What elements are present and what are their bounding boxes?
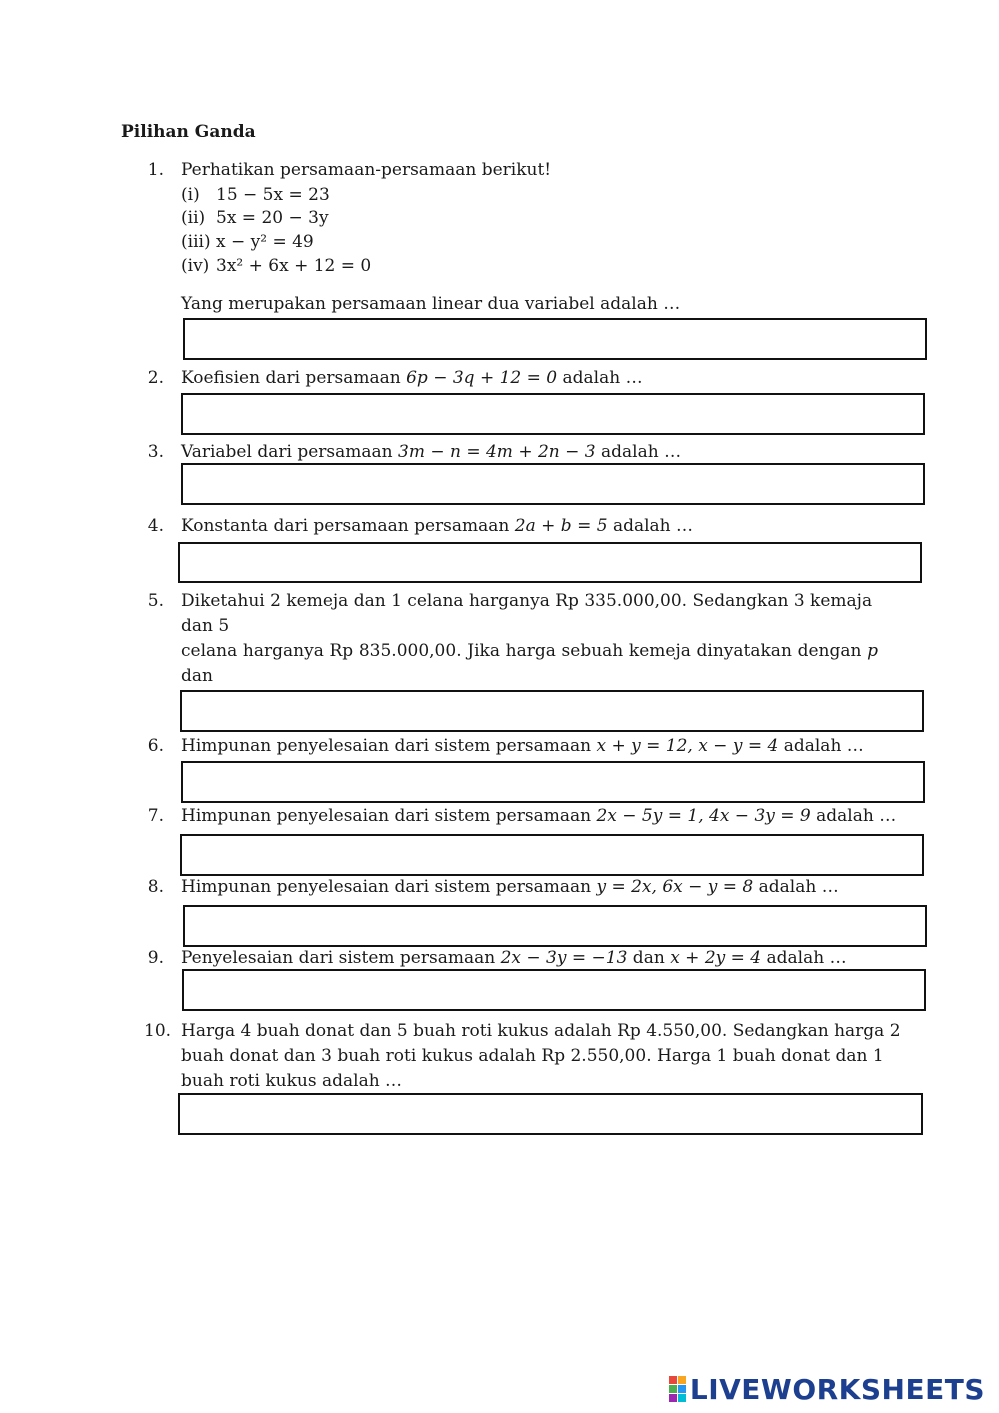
question-number: 6.: [147, 736, 164, 756]
question-text: Penyelesaian dari sistem persamaan 2x − 3y = −13 dan x + 2y = 4 adalah …: [181, 948, 847, 968]
question-prompt: Yang merupakan persamaan linear dua variabel adalah …: [181, 294, 681, 314]
equation-item: (iii) x − y² = 49: [181, 232, 314, 252]
question-number: 5.: [147, 591, 164, 611]
answer-box-1[interactable]: [183, 318, 927, 360]
question-number: 3.: [147, 442, 164, 462]
answer-box-8[interactable]: [183, 905, 927, 947]
liveworksheets-logo[interactable]: [669, 1374, 985, 1404]
answer-box-2[interactable]: [181, 393, 925, 435]
answer-box-3[interactable]: [181, 463, 925, 505]
question-text: Himpunan penyelesaian dari sistem persamaan x + y = 12, x − y = 4 adalah …: [181, 736, 864, 756]
answer-box-5[interactable]: [180, 690, 924, 732]
question-number: 7.: [147, 806, 164, 826]
question-number: 1.: [147, 160, 164, 180]
question-text: Harga 4 buah donat dan 5 buah roti kukus adalah Rp 4.550,00. Sedangkan harga 2 buah donat dan 3 buah roti kukus adalah Rp 2.550,00. Harga 1 buah donat dan 1 buah roti kukus adalah …: [181, 1021, 901, 1091]
question-text: Perhatikan persamaan-persamaan berikut!: [181, 160, 552, 180]
section-heading: Pilihan Ganda: [121, 122, 256, 142]
answer-box-10[interactable]: [178, 1093, 923, 1135]
answer-box-9[interactable]: [182, 969, 926, 1011]
question-number: 9.: [147, 948, 164, 968]
question-number: 8.: [147, 877, 164, 897]
question-text: Koefisien dari persamaan 6p − 3q + 12 = 0 adalah …: [181, 368, 643, 388]
question-text: Diketahui 2 kemeja dan 1 celana harganya Rp 335.000,00. Sedangkan 3 kemaja dan 5 celana harganya Rp 835.000,00. Jika harga sebuah kemeja dinyatakan dengan p dan: [181, 591, 878, 686]
question-text: Variabel dari persamaan 3m − n = 4m + 2n − 3 adalah …: [181, 442, 682, 462]
logo-icon: [669, 1376, 686, 1402]
question-number: 10.: [144, 1021, 172, 1041]
answer-box-6[interactable]: [181, 761, 925, 803]
question-text: Himpunan penyelesaian dari sistem persamaan y = 2x, 6x − y = 8 adalah …: [181, 877, 839, 897]
question-text: Konstanta dari persamaan persamaan 2a + b = 5 adalah …: [181, 516, 694, 536]
equation-item: (ii) 5x = 20 − 3y: [181, 208, 329, 228]
logo-text: LIVEWORKSHEETS: [689, 1372, 985, 1406]
question-number: 2.: [147, 368, 164, 388]
answer-box-7[interactable]: [180, 834, 924, 876]
question-number: 4.: [147, 516, 164, 536]
equation-item: (iv) 3x² + 6x + 12 = 0: [181, 256, 372, 276]
equation-item: (i) 15 − 5x = 23: [181, 185, 330, 205]
answer-box-4[interactable]: [178, 542, 922, 583]
question-text: Himpunan penyelesaian dari sistem persamaan 2x − 5y = 1, 4x − 3y = 9 adalah …: [181, 806, 897, 826]
